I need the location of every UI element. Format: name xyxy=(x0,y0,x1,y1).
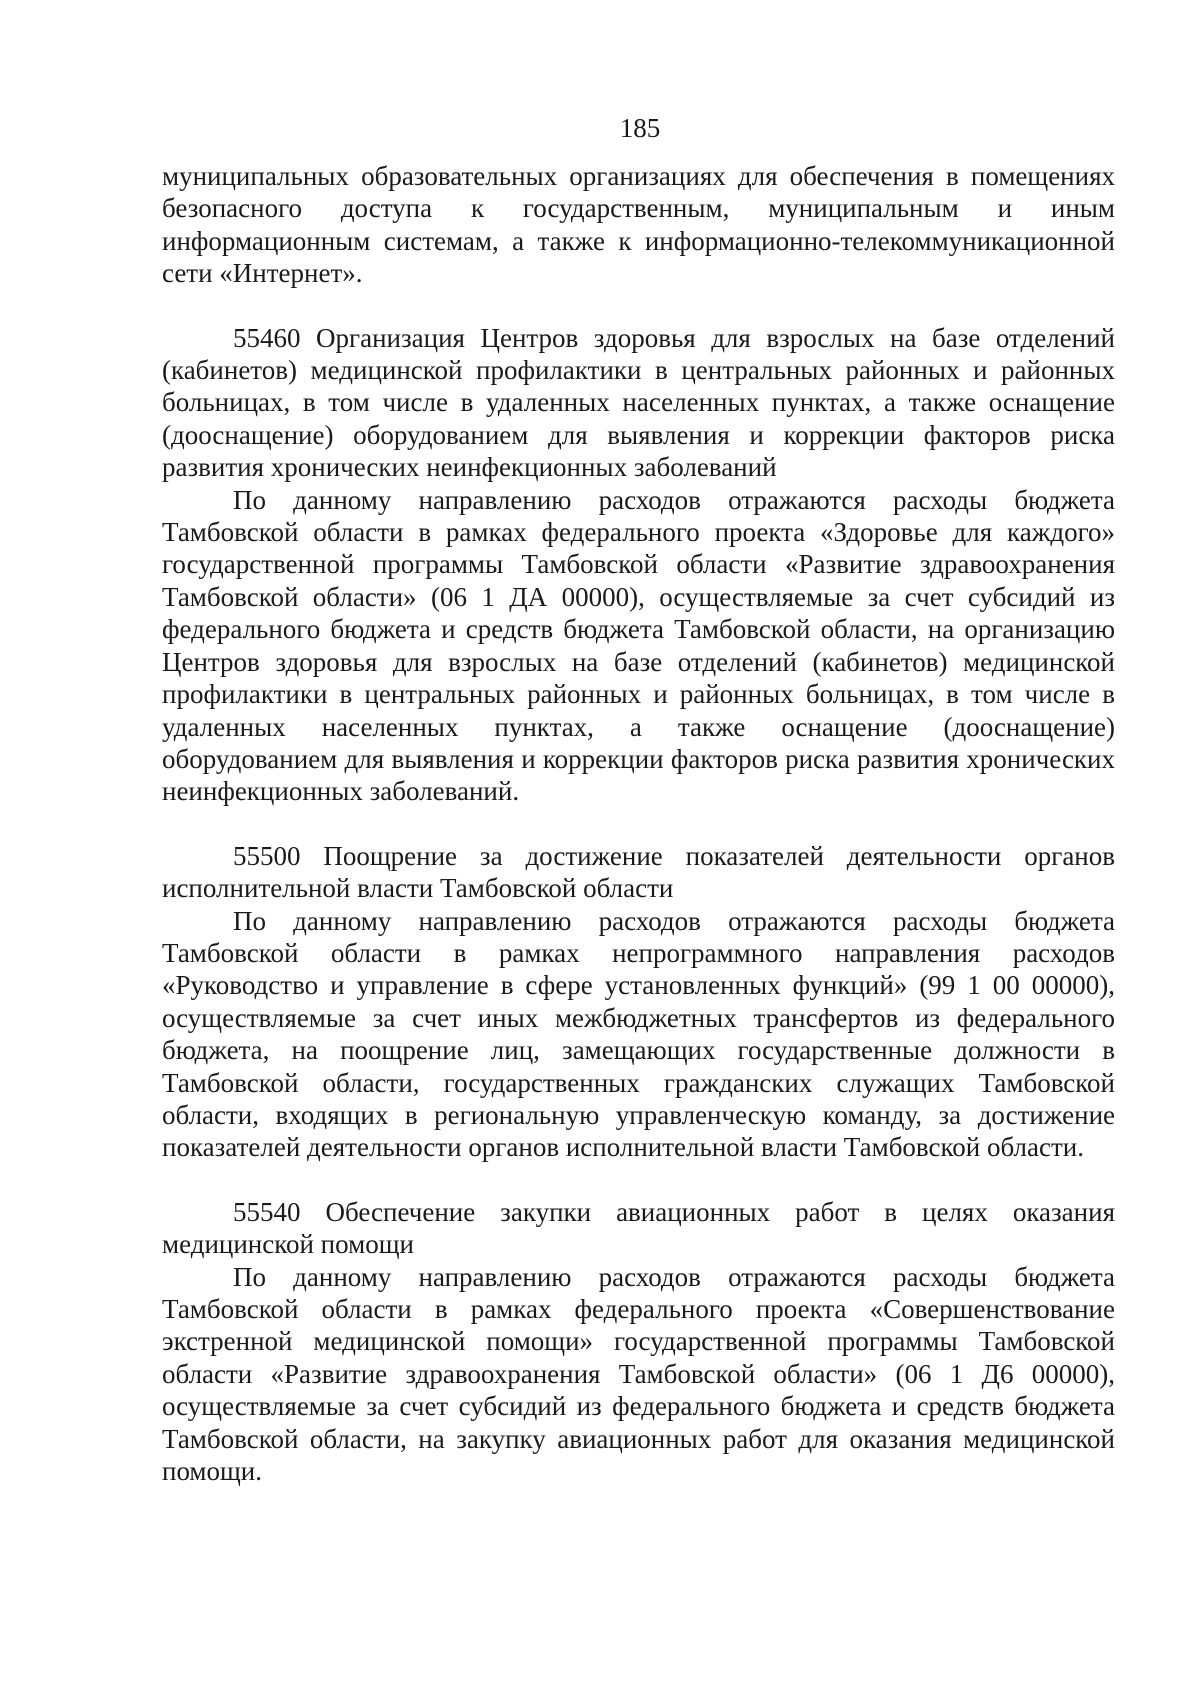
section-body-55500: По данному направлению расходов отражаются расходы бюджета Тамбовской области в рамках непрограммного направления расходов «Руководство и управление в сфере установленных функций» (99 1 00 00000), осуществляемые за счет иных межбюджетных трансфертов из федерального бюджета, на поощрение лиц, замещающих государственные должности в Тамбовской области, государственных гражданских служащих Тамбовской области, входящих в региональную управленческую команду, за достижение показателей деятельности органов исполнительной власти Тамбовской области. xyxy=(162,905,1115,1163)
section-heading-55540: 55540 Обеспечение закупки авиационных работ в целях оказания медицинской помощи xyxy=(162,1196,1115,1260)
page-number: 185 xyxy=(619,113,661,143)
document-body xyxy=(162,160,1115,1487)
paragraph-continuation: муниципальных образовательных организациях для обеспечения в помещениях безопасного доступа к государственным, муниципальным и иным информационным системам, а также к информационно-телекоммуникационной сети «Интернет». xyxy=(162,161,1115,289)
section-heading-55500: 55500 Поощрение за достижение показателей деятельности органов исполнительной власти Тамбовской области xyxy=(162,840,1115,904)
section-body-55460: По данному направлению расходов отражаются расходы бюджета Тамбовской области в рамках федерального проекта «Здоровье для каждого» государственной программы Тамбовской области «Развитие здравоохранения Тамбовской области» (06 1 ДА 00000), осуществляемые за счет субсидий из федерального бюджета и средств бюджета Тамбовской области, на организацию Центров здоровья для взрослых на базе отделений (кабинетов) медицинской профилактики в центральных районных и районных больницах, в том числе в удаленных населенных пунктах, а также оснащение (дооснащение) оборудованием для выявления и коррекции факторов риска развития хронических неинфекционных заболеваний. xyxy=(162,484,1115,807)
section-heading-55460: 55460 Организация Центров здоровья для взрослых на базе отделений (кабинетов) медицинской профилактики в центральных районных и районных больницах, в том числе в удаленных населенных пунктах, а также оснащение (дооснащение) оборудованием для выявления и коррекции факторов риска развития хронических неинфекционных заболеваний xyxy=(162,322,1115,483)
section-body-55540: По данному направлению расходов отражаются расходы бюджета Тамбовской области в рамках федерального проекта «Совершенствование экстренной медицинской помощи» государственной программы Тамбовской области «Развитие здравоохранения Тамбовской области» (06 1 Д6 00000), осуществляемые за счет субсидий из федерального бюджета и средств бюджета Тамбовской области, на закупку авиационных работ для оказания медицинской помощи. xyxy=(162,1261,1115,1487)
